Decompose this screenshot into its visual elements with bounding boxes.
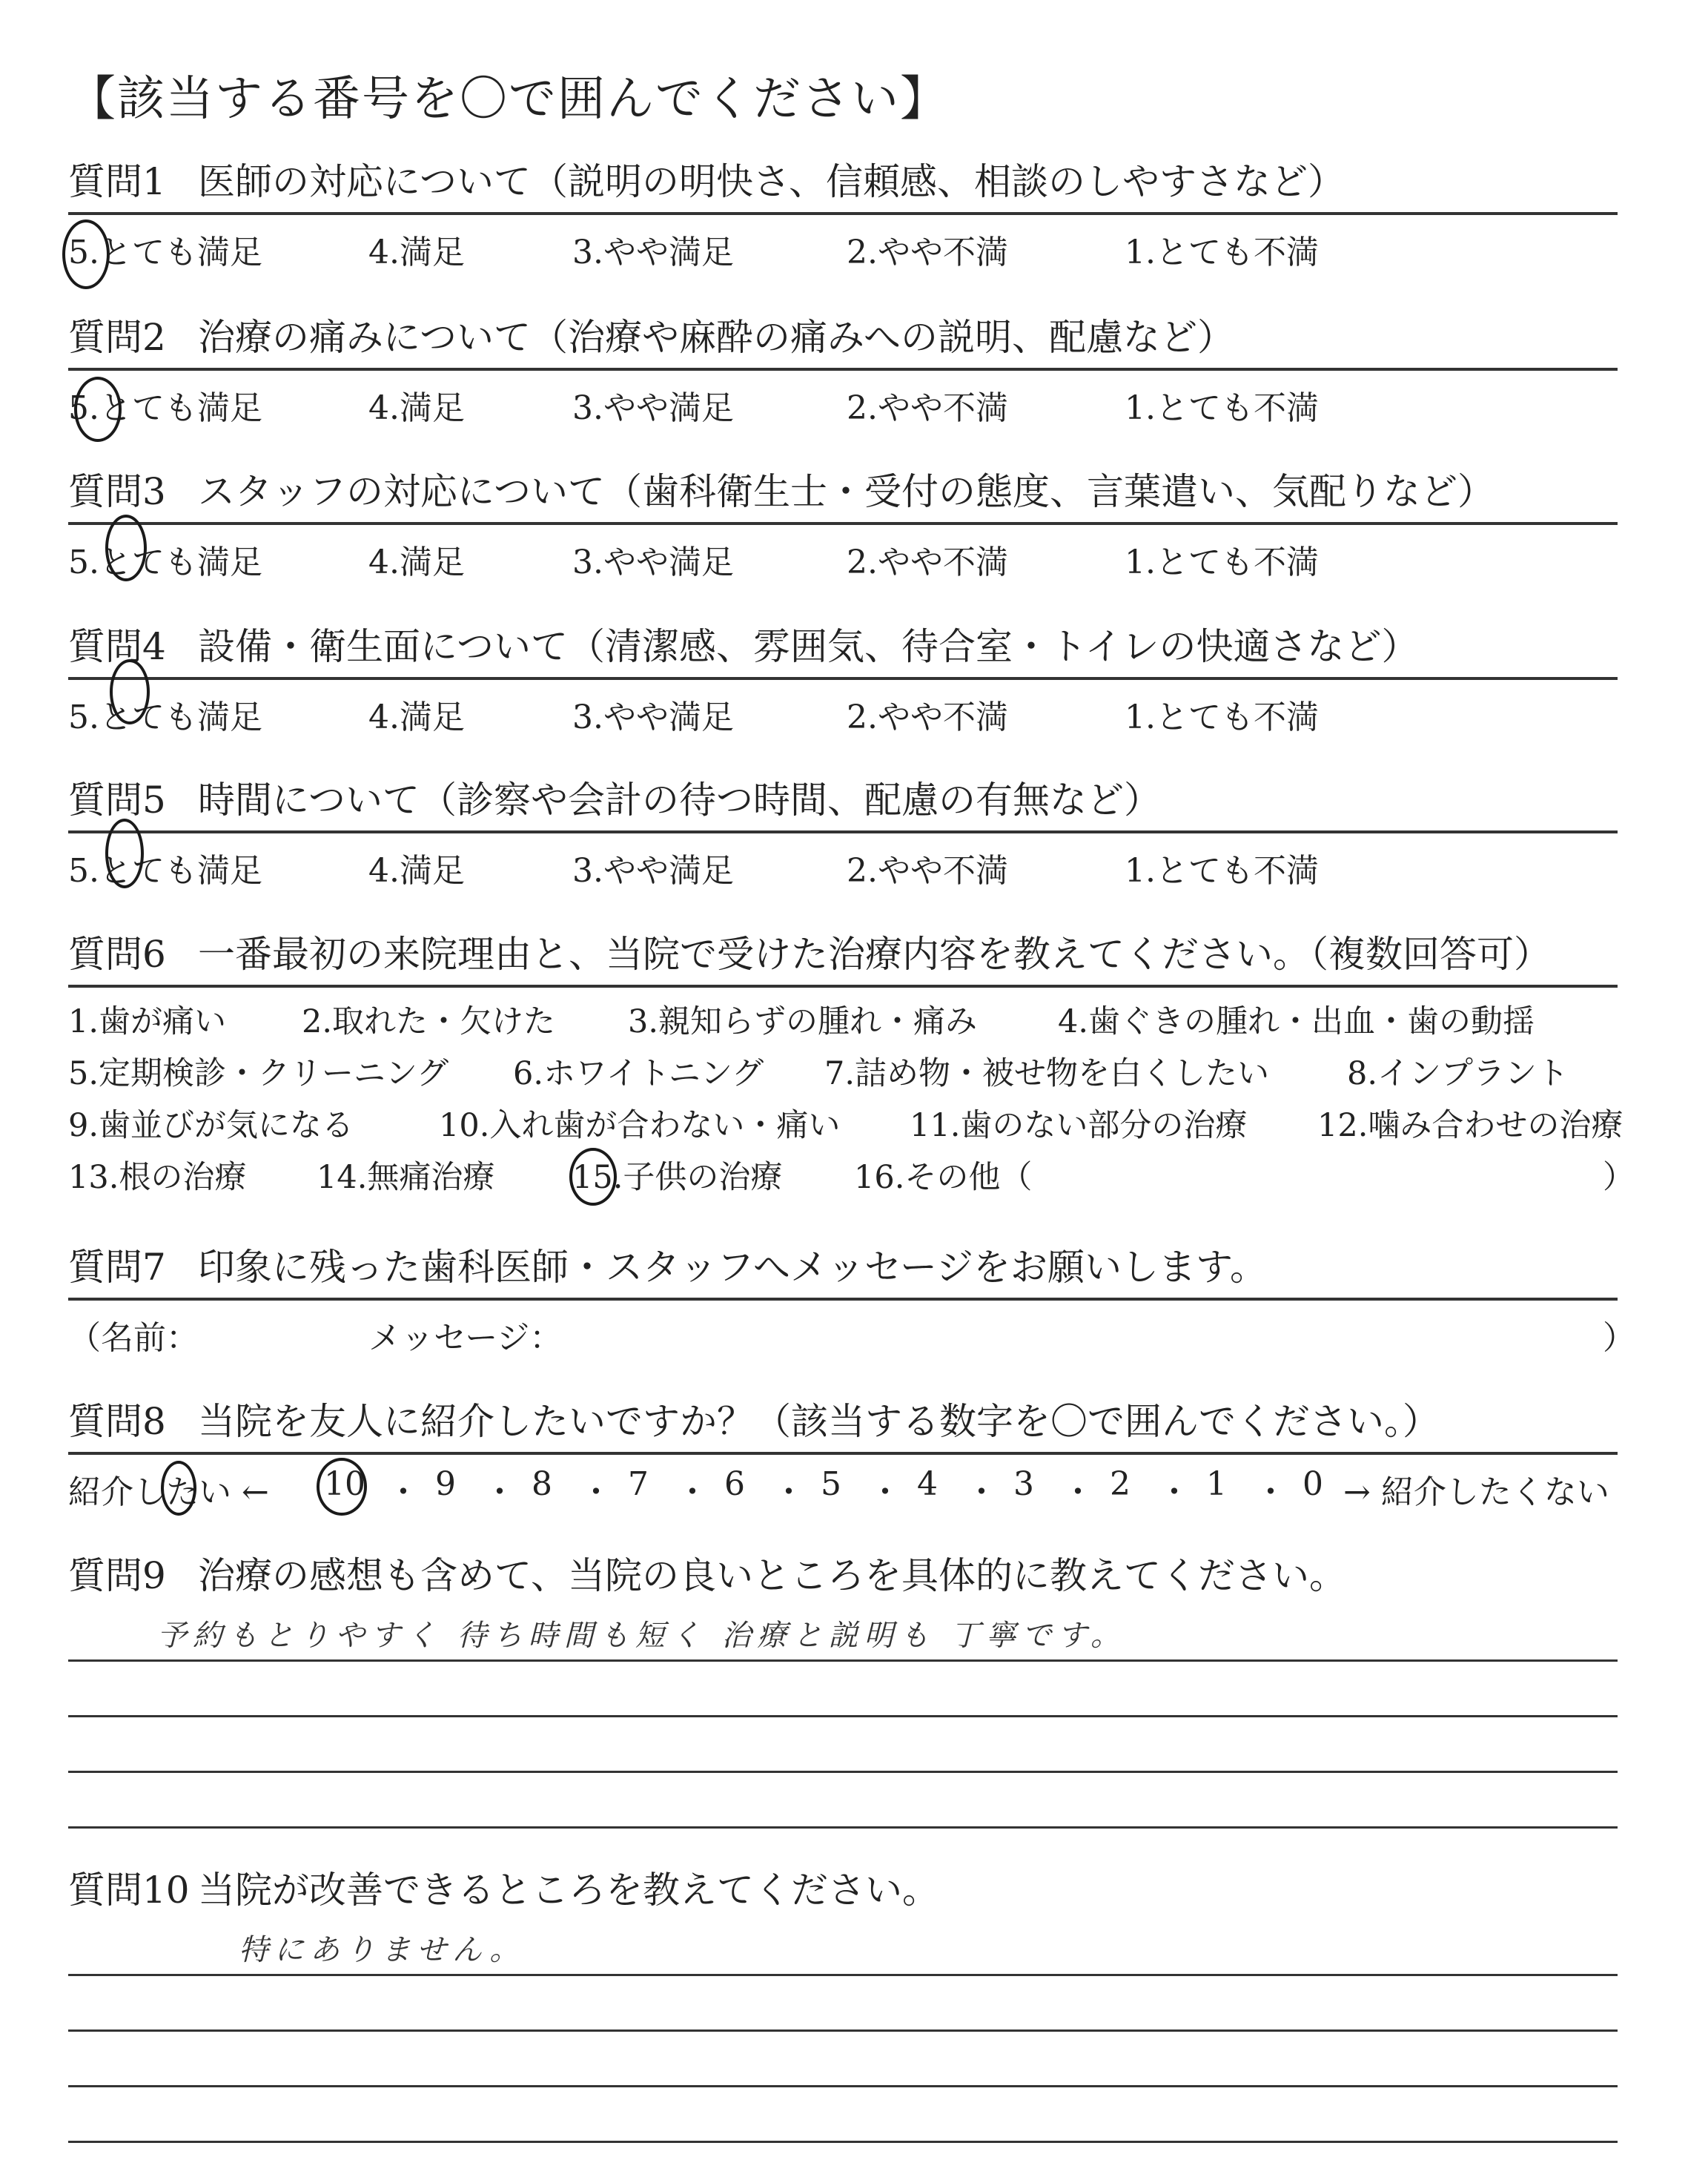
scale-value[interactable]: 10: [324, 1465, 365, 1503]
scale-value[interactable]: 1: [1206, 1465, 1227, 1503]
option-4[interactable]: 4.満足: [368, 389, 465, 427]
reason-item[interactable]: 13.根の治療: [68, 1159, 247, 1196]
question-number: 質問4: [68, 625, 166, 668]
answer-line: [68, 2087, 1618, 2143]
question-text: 当院を友人に紹介したいですか？（該当する数字を〇で囲んでください。）: [198, 1400, 1440, 1443]
scale-value[interactable]: 3: [1013, 1465, 1034, 1503]
option-3[interactable]: 3.やや満足: [572, 852, 734, 890]
option-1[interactable]: 1.とても不満: [1125, 544, 1319, 581]
question-number: 質問9: [68, 1554, 166, 1597]
answer-line: [68, 1662, 1618, 1717]
option-5[interactable]: 5.とても満足: [68, 544, 262, 581]
scale-separator: ・: [965, 1473, 998, 1511]
reason-item[interactable]: 1.歯が痛い: [68, 1003, 227, 1040]
answer-line: [68, 1976, 1618, 2032]
question-number: 質問8: [68, 1400, 166, 1443]
reason-row: [68, 1091, 1623, 1144]
question-number: 質問1: [68, 160, 166, 203]
pen-mark: [161, 1461, 196, 1516]
reason-item[interactable]: 8.インプラント: [1347, 1055, 1569, 1092]
answer-line: [68, 1717, 1618, 1773]
scale-separator: ・: [1062, 1473, 1094, 1511]
answer-line: [68, 1920, 1618, 1976]
option-5[interactable]: 5.とても満足: [68, 698, 262, 736]
question-8: [68, 1393, 1618, 1511]
rating-options: [68, 215, 1618, 271]
scale-value[interactable]: 5: [821, 1465, 841, 1503]
reason-item[interactable]: 3.親知らずの腫れ・痛み: [628, 1003, 978, 1040]
rating-options: [68, 371, 1618, 427]
scale-value[interactable]: 8: [532, 1465, 552, 1503]
scale-separator: ・: [676, 1473, 709, 1511]
question-text: 治療の感想も含めて、当院の良いところを具体的に教えてください。: [198, 1554, 1346, 1597]
question-text: 時間について（診察や会計の待つ時間、配慮の有無など）: [198, 779, 1161, 822]
question-1: [68, 153, 1618, 271]
selection-circle: [569, 1148, 617, 1206]
selection-circle: [62, 219, 110, 289]
answer-area[interactable]: [68, 1606, 1618, 1829]
question-2: [68, 308, 1618, 427]
question-text: 当院が改善できるところを教えてください。: [198, 1869, 939, 1912]
option-1[interactable]: 1.とても不満: [1125, 852, 1319, 890]
handwritten-answer: 特にありません。: [239, 1933, 526, 1967]
selection-circle: [105, 819, 144, 888]
reason-item[interactable]: 16.その他（: [854, 1159, 1033, 1196]
question-7: [68, 1238, 1635, 1357]
option-1[interactable]: 1.とても不満: [1125, 389, 1319, 427]
handwritten-answer: 予約もとりやすく 待ち時間も短く 治療と説明も 丁寧です。: [157, 1619, 1126, 1653]
option-1[interactable]: 1.とても不満: [1125, 698, 1319, 736]
message-row: [68, 1301, 1635, 1357]
scale-right-label: → 紹介したくない: [1343, 1473, 1609, 1511]
question-text: 一番最初の来院理由と、当院で受けた治療内容を教えてください。（複数回答可）: [198, 933, 1551, 976]
reason-item[interactable]: 12.噛み合わせの治療: [1317, 1107, 1623, 1144]
question-text: 印象に残った歯科医師・スタッフへメッセージをお願いします。: [198, 1246, 1267, 1289]
question-text: 治療の痛みについて（治療や麻酔の痛みへの説明、配慮など）: [198, 316, 1234, 359]
option-1[interactable]: 1.とても不満: [1125, 234, 1319, 271]
option-3[interactable]: 3.やや満足: [572, 544, 734, 581]
recommend-scale: [68, 1455, 1618, 1511]
question-number: 質問10: [68, 1869, 190, 1912]
scale-separator: ・: [580, 1473, 612, 1511]
scale-value[interactable]: 6: [724, 1465, 745, 1503]
answer-line: [68, 2032, 1618, 2087]
rating-options: [68, 525, 1618, 581]
question-5: [68, 771, 1618, 890]
scale-separator: ・: [387, 1473, 420, 1511]
scale-value[interactable]: 2: [1110, 1465, 1131, 1503]
scale-separator: ・: [869, 1473, 901, 1511]
reason-item[interactable]: 2.取れた・欠けた: [302, 1003, 556, 1040]
answer-area[interactable]: [68, 1920, 1618, 2143]
option-4[interactable]: 4.満足: [368, 698, 465, 736]
scale-value[interactable]: 7: [628, 1465, 649, 1503]
reason-item[interactable]: 11.歯のない部分の治療: [910, 1107, 1248, 1144]
option-2[interactable]: 2.やや不満: [847, 389, 1008, 427]
reason-item[interactable]: 6.ホワイトニング: [513, 1055, 764, 1092]
reason-item[interactable]: 5.定期検診・クリーニング: [68, 1055, 449, 1092]
question-text: 設備・衛生面について（清潔感、雰囲気、待合室・トイレの快適さなど）: [198, 625, 1419, 668]
reason-item[interactable]: 14.無痛治療: [317, 1159, 495, 1196]
selection-circle: [74, 377, 122, 442]
question-text: 医師の対応について（説明の明快さ、信頼感、相談のしやすさなど）: [198, 160, 1345, 203]
message-label[interactable]: メッセージ：: [368, 1319, 563, 1357]
scale-value[interactable]: 4: [917, 1465, 938, 1503]
option-2[interactable]: 2.やや不満: [847, 234, 1008, 271]
answer-line: [68, 1606, 1618, 1662]
answer-line: [68, 1773, 1618, 1829]
question-number: 質問2: [68, 316, 166, 359]
scale-separator: ・: [1158, 1473, 1191, 1511]
reason-other-close: ）: [1603, 1159, 1635, 1196]
option-5[interactable]: 5.とても満足: [68, 852, 262, 890]
message-close: ）: [1603, 1319, 1635, 1357]
scale-value[interactable]: 0: [1302, 1465, 1323, 1503]
rating-options: [68, 833, 1618, 890]
reason-row: [68, 988, 1618, 1040]
option-2[interactable]: 2.やや不満: [847, 698, 1008, 736]
option-3[interactable]: 3.やや満足: [572, 234, 734, 271]
option-5[interactable]: 5.とても満足: [68, 234, 262, 271]
reason-item[interactable]: 7.詰め物・被せ物を白くしたい: [824, 1055, 1270, 1092]
selection-circle: [317, 1458, 367, 1516]
reason-row: [68, 1040, 1618, 1091]
reason-row: [68, 1143, 1635, 1196]
reason-item[interactable]: 9.歯並びが気になる: [68, 1107, 354, 1144]
option-3[interactable]: 3.やや満足: [572, 389, 734, 427]
selection-circle: [110, 659, 150, 724]
option-3[interactable]: 3.やや満足: [572, 698, 734, 736]
scale-separator: ・: [1254, 1473, 1287, 1511]
scale-separator: ・: [483, 1473, 516, 1511]
rating-options: [68, 680, 1618, 736]
option-5[interactable]: 5.とても満足: [68, 389, 262, 427]
question-9: [68, 1547, 1618, 1829]
question-6: [68, 925, 1635, 1196]
option-2[interactable]: 2.やや不満: [847, 852, 1008, 890]
reason-item[interactable]: 4.歯ぐきの腫れ・出血・歯の動揺: [1058, 1003, 1535, 1040]
reason-item[interactable]: 15.子供の治療: [572, 1159, 783, 1196]
option-4[interactable]: 4.満足: [368, 234, 465, 271]
scale-left-label: 紹介したい ←: [68, 1473, 269, 1511]
question-3: [68, 463, 1618, 581]
question-4: [68, 618, 1618, 736]
question-number: 質問6: [68, 933, 166, 976]
option-4[interactable]: 4.満足: [368, 544, 465, 581]
page-title: 【該当する番号を〇で囲んでください】: [68, 72, 949, 127]
question-number: 質問7: [68, 1246, 166, 1289]
selection-circle: [105, 515, 147, 581]
scale-value[interactable]: 9: [435, 1465, 456, 1503]
question-number: 質問5: [68, 779, 166, 822]
name-label: （名前：: [68, 1319, 199, 1357]
reason-item[interactable]: 10.入れ歯が合わない・痛い: [439, 1107, 841, 1144]
option-4[interactable]: 4.満足: [368, 852, 465, 890]
scale-separator: ・: [772, 1473, 805, 1511]
option-2[interactable]: 2.やや不満: [847, 544, 1008, 581]
question-number: 質問3: [68, 470, 166, 513]
question-text: スタッフの対応について（歯科衛生士・受付の態度、言葉遣い、気配りなど）: [198, 470, 1494, 513]
question-10: [68, 1861, 1618, 2143]
